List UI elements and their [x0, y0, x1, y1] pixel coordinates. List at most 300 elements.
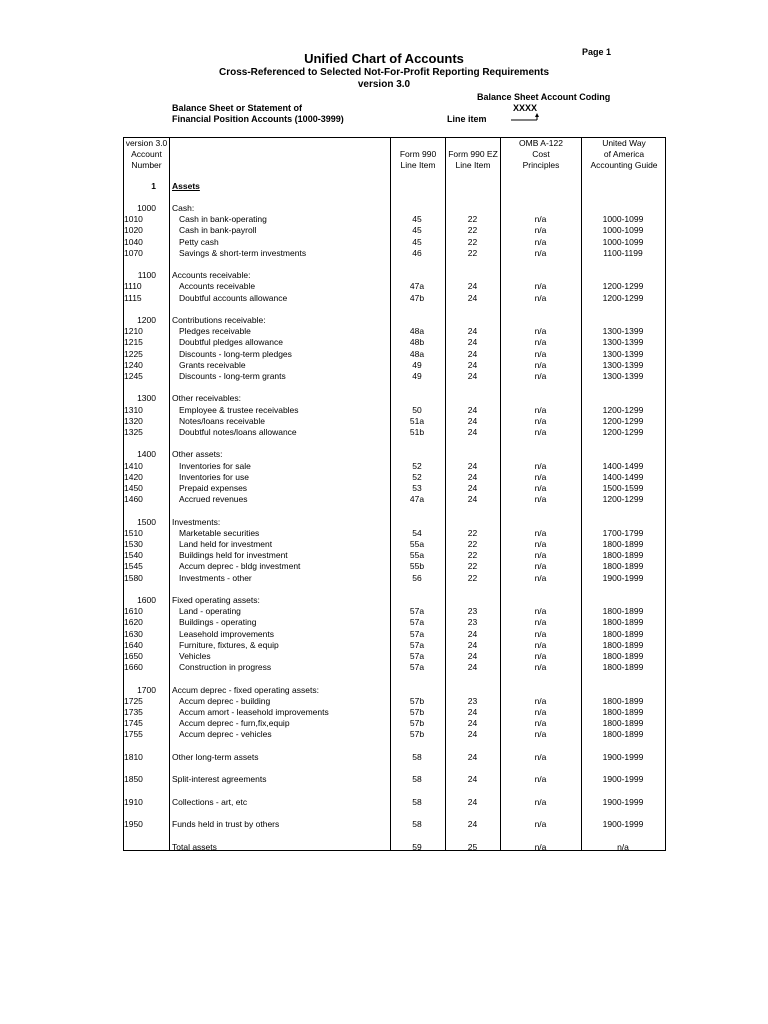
table-row: [0, 494, 768, 505]
account-number: 1950: [124, 819, 143, 830]
form990ez-line-item: 24: [467, 460, 478, 471]
form990-line-item: 55a: [409, 550, 425, 561]
page-number: Page 1: [582, 47, 612, 57]
form990-line-item: 47a: [409, 494, 425, 505]
account-number: 1240: [124, 359, 143, 370]
account-description: Accounts receivable: [179, 281, 256, 292]
omb-cost-principle: n/a: [534, 483, 547, 493]
table-row: [0, 371, 768, 382]
group-label: Fixed operating assets:: [172, 595, 260, 605]
form990ez-line-item: 22: [467, 572, 478, 583]
account-number: 1660: [124, 662, 143, 673]
omb-cost-principle: n/a: [534, 281, 547, 292]
form990ez-line-item: 24: [467, 337, 478, 348]
table-row: [0, 472, 768, 483]
omb-cost-principle: n/a: [534, 214, 547, 225]
form990-line-item: 49: [412, 371, 422, 381]
omb-cost-principle: n/a: [534, 561, 547, 572]
account-description: Pledges receivable: [179, 326, 251, 337]
total-row: [0, 842, 768, 853]
assets-label: Assets: [172, 181, 200, 191]
united-way-code: 1200-1299: [602, 415, 644, 426]
form990ez-line-item: 24: [467, 292, 478, 303]
group-label: Other assets:: [172, 449, 223, 460]
column-header-form990: Form 990 Line Item: [399, 149, 437, 170]
united-way-code: 1800-1899: [602, 662, 644, 673]
form990-line-item: 57b: [409, 718, 425, 729]
account-number: 1725: [124, 695, 143, 706]
table-row: [0, 337, 768, 348]
united-way-code: 1200-1299: [602, 292, 644, 303]
table-row: [0, 427, 768, 438]
united-way-code: 1800-1899: [602, 695, 644, 706]
form990-line-item: 57b: [409, 729, 425, 740]
omb-cost-principle: n/a: [534, 639, 547, 650]
united-way-code: 1900-1999: [602, 819, 644, 830]
united-way-code: 1800-1899: [602, 628, 644, 639]
united-way-code: 1300-1399: [602, 359, 644, 370]
table-row: [0, 528, 768, 539]
form990-line-item: 59: [412, 841, 422, 852]
united-way-code: 1900-1999: [602, 572, 644, 583]
united-way-code: 1300-1399: [602, 326, 644, 337]
column-header-account: version 3.0 Account Number: [125, 138, 168, 170]
account-number: 1040: [124, 236, 143, 247]
account-number: 1630: [124, 628, 143, 639]
form990-line-item: 45: [412, 225, 422, 236]
united-way-code: 1200-1299: [602, 404, 644, 415]
omb-cost-principle: n/a: [534, 460, 547, 471]
column-header-omb: OMB A-122 Cost Principles: [519, 138, 563, 170]
form990ez-line-item: 24: [467, 662, 478, 673]
united-way-code: 1000-1099: [602, 225, 644, 236]
table-row: [0, 237, 768, 248]
table-row: [0, 651, 768, 662]
account-number: 1020: [124, 225, 143, 236]
omb-cost-principle: n/a: [534, 751, 547, 762]
form990-line-item: 53: [412, 483, 422, 493]
table-row: [0, 349, 768, 360]
table-row: [0, 550, 768, 561]
account-description: Inventories for sale: [179, 460, 251, 471]
coding-arrow-icon: [511, 113, 541, 123]
omb-cost-principle: n/a: [534, 695, 547, 706]
omb-cost-principle: n/a: [534, 841, 547, 852]
united-way-code: 1400-1499: [602, 471, 644, 482]
form990ez-line-item: 22: [467, 247, 478, 258]
account-number: 1325: [124, 427, 143, 437]
column-header-form990ez: Form 990 EZ Line Item: [448, 149, 498, 170]
form990ez-line-item: 24: [467, 651, 478, 661]
form990ez-line-item: 22: [467, 561, 478, 572]
account-number: 1460: [124, 494, 143, 505]
account-number: 1450: [124, 483, 143, 493]
form990ez-line-item: 25: [467, 841, 478, 852]
omb-cost-principle: n/a: [534, 718, 547, 729]
group-label: Contributions receivable:: [172, 315, 266, 325]
account-number: 1210: [124, 326, 143, 337]
form990-line-item: 52: [412, 460, 422, 471]
account-number: 1650: [124, 651, 143, 661]
table-row: [0, 819, 768, 830]
account-description: Savings & short-term investments: [179, 247, 307, 258]
table-row: [0, 629, 768, 640]
account-description: Petty cash: [179, 236, 219, 247]
omb-cost-principle: n/a: [534, 819, 547, 830]
group-label: Accounts receivable:: [172, 270, 251, 281]
united-way-code: 1300-1399: [602, 348, 644, 359]
united-way-code: 1800-1899: [602, 617, 644, 628]
group-number: 1300: [137, 393, 156, 404]
assets-number: 1: [151, 181, 156, 191]
omb-cost-principle: n/a: [534, 337, 547, 348]
form990ez-line-item: 24: [467, 729, 478, 740]
omb-cost-principle: n/a: [534, 550, 547, 561]
group-number: 1600: [137, 595, 156, 605]
table-row: [0, 539, 768, 550]
form990-line-item: 51a: [409, 415, 425, 426]
form990-line-item: 51b: [409, 427, 425, 437]
form990ez-line-item: 22: [467, 225, 478, 236]
united-way-code: n/a: [617, 841, 629, 852]
account-description: Land held for investment: [179, 539, 273, 549]
omb-cost-principle: n/a: [534, 729, 547, 740]
table-row: [0, 707, 768, 718]
page-title: Unified Chart of Accounts: [304, 51, 464, 66]
account-number: 1510: [124, 527, 143, 538]
account-number: 1810: [124, 751, 143, 762]
account-number: 1850: [124, 774, 143, 785]
form990-line-item: 47b: [409, 292, 425, 303]
form990-line-item: 58: [412, 751, 422, 762]
form990-line-item: 48b: [409, 337, 425, 348]
table-row: [0, 606, 768, 617]
omb-cost-principle: n/a: [534, 662, 547, 673]
account-description: Other long-term assets: [172, 751, 259, 762]
form990ez-line-item: 24: [467, 427, 478, 437]
form990ez-line-item: 24: [467, 359, 478, 370]
account-description: Accum deprec - vehicles: [179, 729, 272, 740]
form990-line-item: 48a: [409, 348, 425, 359]
account-description: Cash in bank-operating: [179, 214, 267, 225]
united-way-code: 1900-1999: [602, 774, 644, 785]
group-header-row: [0, 203, 768, 214]
group-header-row: [0, 393, 768, 404]
form990-line-item: 45: [412, 236, 422, 247]
form990ez-line-item: 23: [467, 617, 478, 628]
omb-cost-principle: n/a: [534, 415, 547, 426]
omb-cost-principle: n/a: [534, 572, 547, 583]
group-number: 1500: [137, 516, 156, 527]
form990-line-item: 57b: [409, 707, 425, 717]
page-subtitle: Cross-Referenced to Selected Not-For-Profit Reporting Requirements: [218, 67, 550, 78]
omb-cost-principle: n/a: [534, 628, 547, 639]
account-description: Inventories for use: [179, 471, 249, 482]
account-number: 1410: [124, 460, 143, 471]
account-description: Discounts - long-term grants: [179, 371, 286, 381]
account-number: 1310: [124, 404, 143, 415]
omb-cost-principle: n/a: [534, 494, 547, 505]
coding-label: Line item: [447, 114, 487, 124]
omb-cost-principle: n/a: [534, 617, 547, 628]
united-way-code: 1900-1999: [602, 796, 644, 807]
united-way-code: 1000-1099: [602, 236, 644, 247]
form990ez-line-item: 24: [467, 348, 478, 359]
table-row: [0, 360, 768, 371]
form990-line-item: 57a: [409, 651, 425, 661]
united-way-code: 1700-1799: [602, 527, 644, 538]
group-label: Accum deprec - fixed operating assets:: [172, 684, 319, 695]
table-row: [0, 416, 768, 427]
form990ez-line-item: 24: [467, 774, 478, 785]
account-description: Marketable securities: [179, 527, 260, 538]
omb-cost-principle: n/a: [534, 606, 547, 617]
form990-line-item: 57a: [409, 639, 425, 650]
table-row: [0, 617, 768, 628]
account-number: 1910: [124, 796, 143, 807]
coding-title: Balance Sheet Account Coding: [477, 92, 611, 102]
account-description: Employee & trustee receivables: [179, 404, 299, 415]
united-way-code: 1300-1399: [602, 337, 644, 348]
table-row: [0, 248, 768, 259]
account-description: Vehicles: [179, 651, 211, 661]
form990-line-item: 45: [412, 214, 422, 225]
united-way-code: 1800-1899: [602, 707, 644, 717]
united-way-code: 1900-1999: [602, 751, 644, 762]
form990ez-line-item: 24: [467, 628, 478, 639]
account-number: 1640: [124, 639, 143, 650]
form990-line-item: 48a: [409, 326, 425, 337]
account-number: 1545: [124, 561, 143, 572]
group-header-row: [0, 685, 768, 696]
united-way-code: 1400-1499: [602, 460, 644, 471]
omb-cost-principle: n/a: [534, 371, 547, 381]
form990ez-line-item: 24: [467, 718, 478, 729]
form990-line-item: 57a: [409, 662, 425, 673]
table-row: [0, 797, 768, 808]
united-way-code: 1800-1899: [602, 729, 644, 740]
omb-cost-principle: n/a: [534, 796, 547, 807]
account-number: 1610: [124, 606, 143, 617]
account-description: Notes/loans receivable: [179, 415, 265, 426]
form990ez-line-item: 22: [467, 236, 478, 247]
form990ez-line-item: 24: [467, 483, 478, 493]
group-header-row: [0, 270, 768, 281]
form990-line-item: 58: [412, 796, 422, 807]
group-header-row: [0, 517, 768, 528]
united-way-code: 1200-1299: [602, 281, 644, 292]
omb-cost-principle: n/a: [534, 225, 547, 236]
form990ez-line-item: 23: [467, 695, 478, 706]
form990-line-item: 46: [412, 247, 422, 258]
table-row: [0, 774, 768, 785]
table-row: [0, 214, 768, 225]
omb-cost-principle: n/a: [534, 707, 547, 717]
account-description: Buildings held for investment: [179, 550, 288, 561]
omb-cost-principle: n/a: [534, 774, 547, 785]
account-description: Furniture, fixtures, & equip: [179, 639, 279, 650]
account-description: Discounts - long-term pledges: [179, 348, 292, 359]
form990-line-item: 58: [412, 819, 422, 830]
account-description: Accum deprec - bldg investment: [179, 561, 301, 572]
account-number: 1530: [124, 539, 143, 549]
table-row: [0, 461, 768, 472]
table-row: [0, 662, 768, 673]
account-description: Accum deprec - building: [179, 695, 271, 706]
form990-line-item: 49: [412, 359, 422, 370]
united-way-code: 1800-1899: [602, 606, 644, 617]
group-number: 1100: [137, 270, 156, 281]
omb-cost-principle: n/a: [534, 539, 547, 549]
table-row: [0, 573, 768, 584]
account-description: Total assets: [172, 841, 217, 852]
form990ez-line-item: 24: [467, 371, 478, 381]
united-way-code: 1100-1199: [603, 247, 643, 258]
form990ez-line-item: 24: [467, 796, 478, 807]
table-row: [0, 225, 768, 236]
omb-cost-principle: n/a: [534, 247, 547, 258]
account-description: Construction in progress: [179, 662, 272, 673]
united-way-code: 1800-1899: [602, 539, 644, 549]
omb-cost-principle: n/a: [534, 471, 547, 482]
united-way-code: 1800-1899: [602, 651, 644, 661]
table-row: [0, 281, 768, 292]
account-description: Grants receivable: [179, 359, 246, 370]
account-number: 1320: [124, 415, 143, 426]
account-number: 1010: [124, 214, 143, 225]
account-number: 1225: [124, 348, 143, 359]
table-row: [0, 326, 768, 337]
group-label: Cash:: [172, 203, 195, 213]
assets-heading-row: [0, 181, 768, 192]
group-number: 1000: [137, 203, 156, 213]
group-header-row: [0, 315, 768, 326]
united-way-code: 1200-1299: [602, 427, 644, 437]
form990-line-item: 57a: [409, 617, 425, 628]
account-number: 1420: [124, 471, 143, 482]
table-row: [0, 640, 768, 651]
united-way-code: 1800-1899: [602, 639, 644, 650]
united-way-code: 1500-1599: [602, 483, 644, 493]
form990ez-line-item: 24: [467, 494, 478, 505]
account-description: Prepaid expenses: [179, 483, 248, 493]
group-header-row: [0, 449, 768, 460]
table-row: [0, 718, 768, 729]
form990ez-line-item: 23: [467, 606, 478, 617]
account-description: Buildings - operating: [179, 617, 257, 628]
group-label: Investments:: [172, 516, 221, 527]
form990ez-line-item: 22: [467, 214, 478, 225]
united-way-code: 1300-1399: [602, 371, 644, 381]
account-number: 1620: [124, 617, 143, 628]
form990-line-item: 57a: [409, 628, 425, 639]
omb-cost-principle: n/a: [534, 236, 547, 247]
account-description: Collections - art, etc: [172, 796, 248, 807]
omb-cost-principle: n/a: [534, 292, 547, 303]
table-row: [0, 729, 768, 740]
table-row: [0, 752, 768, 763]
form990-line-item: 52: [412, 471, 422, 482]
account-description: Leasehold improvements: [179, 628, 274, 639]
form990ez-line-item: 24: [467, 471, 478, 482]
omb-cost-principle: n/a: [534, 348, 547, 359]
account-description: Doubtful accounts allowance: [179, 292, 288, 303]
coding-code: XXXX: [513, 103, 538, 113]
united-way-code: 1000-1099: [602, 214, 644, 225]
account-description: Accrued revenues: [179, 494, 248, 505]
form990-line-item: 54: [412, 527, 422, 538]
group-number: 1400: [137, 449, 156, 460]
form990ez-line-item: 22: [467, 550, 478, 561]
form990ez-line-item: 24: [467, 819, 478, 830]
form990-line-item: 50: [412, 404, 422, 415]
account-description: Accum deprec - furn,fix,equip: [179, 718, 290, 729]
account-number: 1215: [124, 337, 143, 348]
section-heading-line1: Balance Sheet or Statement of: [172, 103, 303, 113]
account-description: Doubtful pledges allowance: [179, 337, 283, 348]
group-label: Other receivables:: [172, 393, 241, 404]
form990-line-item: 58: [412, 774, 422, 785]
group-header-row: [0, 595, 768, 606]
group-number: 1200: [137, 315, 156, 325]
table-row: [0, 561, 768, 572]
form990ez-line-item: 24: [467, 707, 478, 717]
account-number: 1735: [124, 707, 143, 717]
form990ez-line-item: 24: [467, 415, 478, 426]
account-number: 1115: [124, 292, 142, 303]
section-heading-line2: Financial Position Accounts (1000-3999): [172, 114, 344, 124]
form990ez-line-item: 22: [467, 527, 478, 538]
omb-cost-principle: n/a: [534, 527, 547, 538]
account-description: Cash in bank-payroll: [179, 225, 257, 236]
form990ez-line-item: 24: [467, 639, 478, 650]
group-number: 1700: [137, 684, 156, 695]
page-version: version 3.0: [357, 79, 411, 90]
united-way-code: 1800-1899: [602, 561, 644, 572]
form990ez-line-item: 22: [467, 539, 478, 549]
omb-cost-principle: n/a: [534, 427, 547, 437]
united-way-code: 1200-1299: [602, 494, 644, 505]
form990ez-line-item: 24: [467, 281, 478, 292]
form990-line-item: 55b: [409, 561, 425, 572]
omb-cost-principle: n/a: [534, 359, 547, 370]
account-description: Accum amort - leasehold improvements: [179, 707, 329, 717]
account-description: Investments - other: [179, 572, 252, 583]
omb-cost-principle: n/a: [534, 326, 547, 337]
table-row: [0, 405, 768, 416]
account-number: 1580: [124, 572, 143, 583]
united-way-code: 1800-1899: [602, 550, 644, 561]
account-number: 1755: [124, 729, 143, 740]
account-description: Funds held in trust by others: [172, 819, 280, 830]
omb-cost-principle: n/a: [534, 651, 547, 661]
table-row: [0, 483, 768, 494]
account-description: Land - operating: [179, 606, 241, 617]
form990ez-line-item: 24: [467, 404, 478, 415]
form990-line-item: 47a: [409, 281, 425, 292]
form990-line-item: 56: [412, 572, 422, 583]
form990-line-item: 57b: [409, 695, 425, 706]
table-row: [0, 293, 768, 304]
account-number: 1110: [124, 281, 142, 292]
account-number: 1070: [124, 247, 143, 258]
united-way-code: 1800-1899: [602, 718, 644, 729]
form990-line-item: 55a: [409, 539, 425, 549]
account-number: 1245: [124, 371, 143, 381]
column-header-united-way: United Way of America Accounting Guide: [590, 138, 658, 170]
form990ez-line-item: 24: [467, 326, 478, 337]
account-number: 1745: [124, 718, 143, 729]
